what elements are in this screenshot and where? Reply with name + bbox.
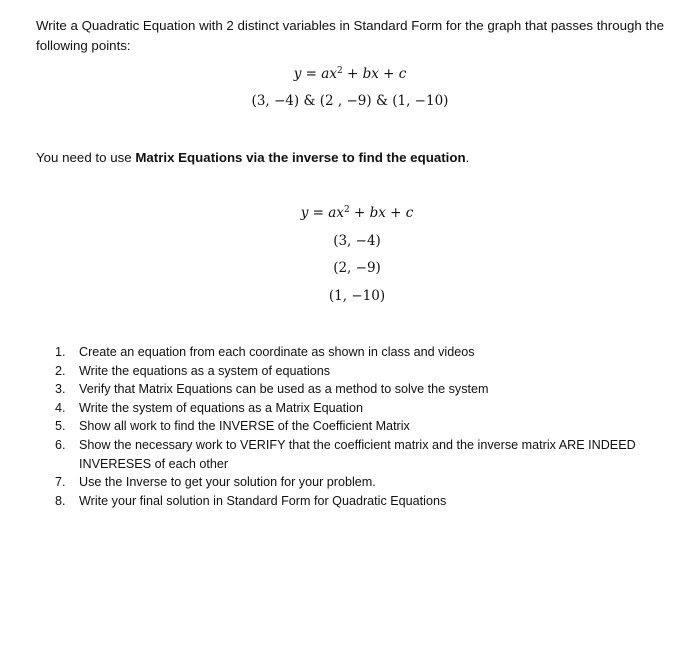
equation-rest: + bx + c	[342, 66, 407, 82]
point-2: (2, −9)	[333, 260, 381, 276]
intro-text: Write a Quadratic Equation with 2 distinct variables in Standard Form for the graph that passes through the following points:	[36, 18, 664, 53]
step-number: 5.	[55, 419, 66, 434]
equation-exponent: 2	[336, 66, 343, 76]
step-number: 3.	[55, 382, 66, 397]
step-text: Create an equation from each coordinate as shown in class and videos	[79, 345, 475, 359]
equation2-equals: =	[308, 205, 329, 221]
step-text: Use the Inverse to get your solution for your problem.	[79, 475, 376, 490]
step-text: Show all work to find the INVERSE of the Coefficient Matrix	[79, 419, 410, 434]
step-text: Write your final solution in Standard Form for Quadratic Equations	[79, 493, 447, 508]
step-number: 4.	[55, 400, 66, 415]
step-item	[55, 492, 655, 511]
step-text: Write the equations as a system of equations	[79, 363, 331, 378]
steps-list	[55, 343, 655, 510]
step-text: Write the system of equations as a Matrix Equation	[79, 400, 363, 415]
step-item	[55, 417, 655, 436]
equation-equals: =	[301, 66, 322, 82]
equation-standard-form-repeat	[0, 205, 700, 221]
equation-ax: ax	[321, 66, 337, 82]
step-number: 2.	[55, 363, 66, 378]
instruction-prefix: You need to use	[36, 150, 136, 165]
step-number: 7.	[55, 475, 66, 490]
equation2-exponent: 2	[343, 205, 350, 215]
step-number: 1.	[55, 345, 66, 359]
step-number: 6.	[55, 437, 66, 452]
step-text: Verify that Matrix Equations can be used as a method to solve the system	[79, 382, 489, 397]
point-3: (1, −10)	[328, 288, 386, 304]
step-item	[55, 343, 655, 362]
step-item	[55, 473, 655, 492]
equation-standard-form	[0, 66, 700, 82]
equation2-rest: + bx + c	[349, 205, 414, 221]
point-1: (3, −4)	[333, 233, 381, 249]
instruction-bold: Matrix Equations via the inverse to find the equation	[135, 150, 466, 165]
step-text: Show the necessary work to VERIFY that the coefficient matrix and the inverse matrix ARE INDEED INVERESES of each other	[79, 437, 636, 471]
step-item	[55, 436, 655, 473]
equation2-lhs: y	[300, 205, 309, 221]
instruction-suffix: .	[465, 150, 470, 165]
step-number: 8.	[55, 493, 66, 508]
equation-lhs: y	[293, 66, 302, 82]
equation2-ax: ax	[328, 205, 344, 221]
step-item	[55, 380, 655, 399]
instruction-text	[36, 148, 469, 168]
points-line: (3, −4) & (2 , −9) & (1, −10)	[251, 93, 449, 109]
step-item	[55, 362, 655, 381]
step-item	[55, 399, 655, 418]
